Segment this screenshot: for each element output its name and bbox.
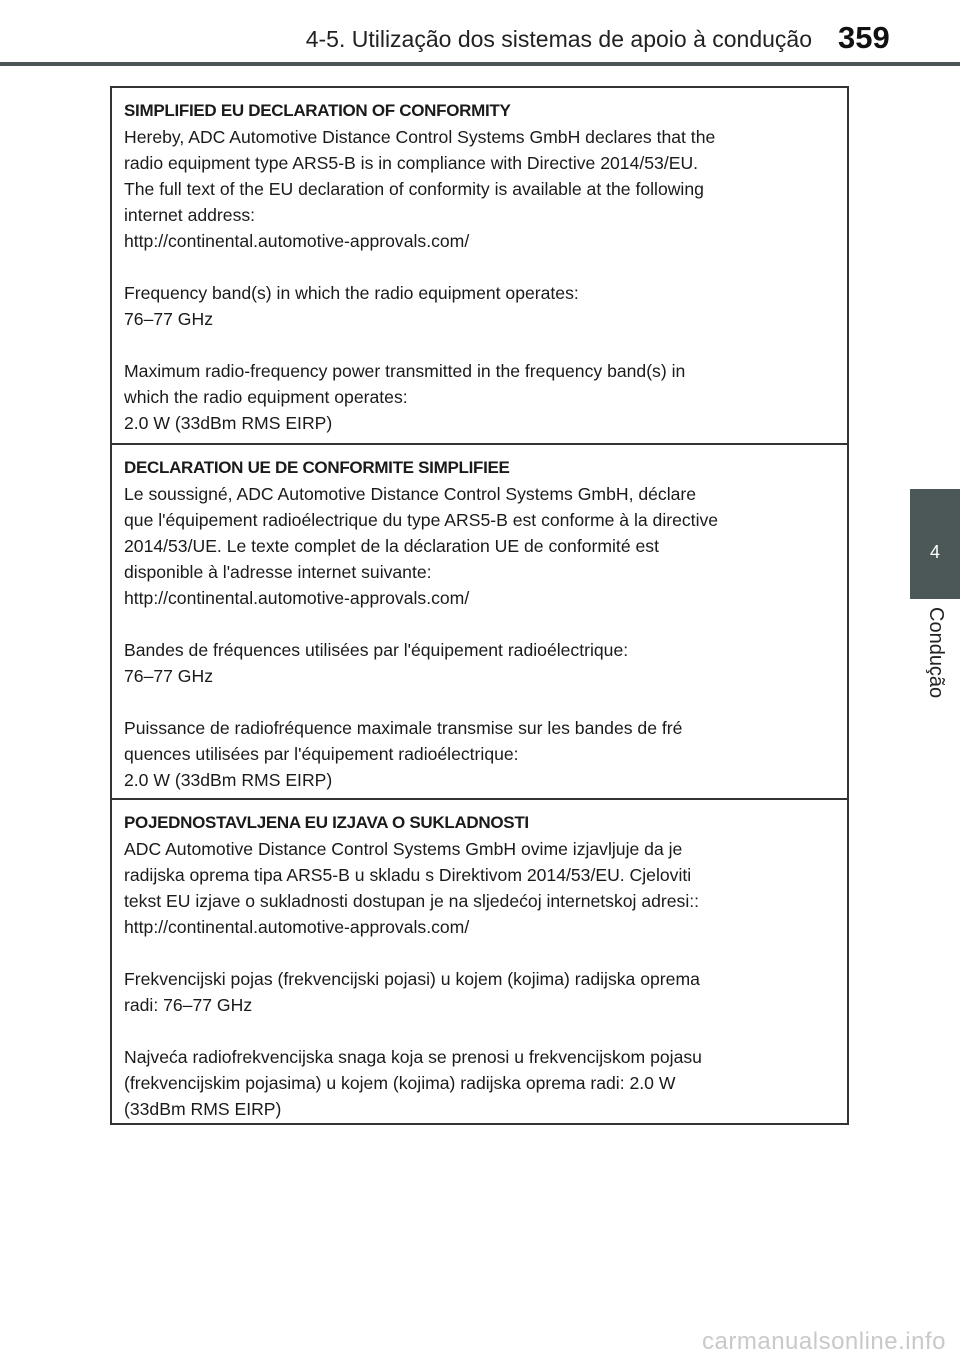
declaration-block-fr (112, 443, 847, 798)
header-rule (0, 62, 960, 66)
declaration-line: Frekvencijski pojas (frekvencijski pojasi) u kojem (kojima) radijska oprema (124, 969, 700, 989)
paragraph-gap (124, 1018, 835, 1044)
frequency-band: 76–77 GHz (124, 309, 213, 329)
paragraph-gap (124, 332, 835, 358)
declaration-line: Puissance de radiofréquence maximale transmise sur les bandes de fré (124, 718, 683, 738)
page-number: 359 (838, 20, 890, 55)
declaration-block-hr (112, 798, 847, 1123)
declaration-heading: POJEDNOSTAVLJENA EU IZJAVA O SUKLADNOSTI (124, 813, 529, 832)
max-power: 2.0 W (33dBm RMS EIRP) (124, 770, 333, 790)
declaration-line: internet address: (124, 205, 256, 225)
declaration-heading: SIMPLIFIED EU DECLARATION OF CONFORMITY (124, 101, 511, 120)
declaration-line: The full text of the EU declaration of conformity is available at the following (124, 179, 704, 199)
declaration-line: que l'équipement radioélectrique du type ARS5-B est conforme à la directive (124, 510, 719, 530)
declaration-line: radijska oprema tipa ARS5-B u skladu s Direktivom 2014/53/EU. Cjeloviti (124, 865, 692, 885)
section-title: 4-5. Utilização dos sistemas de apoio à condução (305, 26, 812, 52)
declaration-line: tekst EU izjave o sukladnosti dostupan je na sljedećoj internetskoj adresi:: (124, 891, 700, 911)
declaration-line: Najveća radiofrekvencijska snaga koja se prenosi u frekvencijskom pojasu (124, 1047, 702, 1067)
paragraph-gap (124, 611, 835, 637)
declaration-line: disponible à l'adresse internet suivante: (124, 562, 432, 582)
paragraph-gap (124, 689, 835, 715)
max-power: (33dBm RMS EIRP) (124, 1099, 282, 1119)
max-power: 2.0 W (33dBm RMS EIRP) (124, 413, 333, 433)
declaration-line: which the radio equipment operates: (124, 387, 408, 407)
declaration-url: http://continental.automotive-approvals.com/ (124, 588, 470, 608)
page-header (0, 0, 960, 66)
declaration-url: http://continental.automotive-approvals.com/ (124, 231, 470, 251)
declaration-line: Hereby, ADC Automotive Distance Control Systems GmbH declares that the (124, 127, 716, 147)
declaration-line: Frequency band(s) in which the radio equipment operates: (124, 283, 579, 303)
watermark: carmanualsonline.info (702, 1328, 946, 1355)
declaration-line: ADC Automotive Distance Control Systems GmbH ovime izjavljuje da je (124, 839, 683, 859)
chapter-label: Condução (925, 607, 947, 699)
chapter-label-wrap (910, 607, 960, 717)
declaration-url: http://continental.automotive-approvals.com/ (124, 917, 470, 937)
paragraph-gap (124, 940, 835, 966)
chapter-number: 4 (929, 542, 940, 562)
declaration-heading: DECLARATION UE DE CONFORMITE SIMPLIFIEE (124, 458, 510, 477)
declaration-line: radio equipment type ARS5-B is in compliance with Directive 2014/53/EU. (124, 153, 699, 173)
declaration-line: Bandes de fréquences utilisées par l'équipement radioélectrique: (124, 640, 629, 660)
declaration-line: quences utilisées par l'équipement radioélectrique: (124, 744, 519, 764)
frequency-band: 76–77 GHz (124, 666, 213, 686)
declaration-line: 2014/53/UE. Le texte complet de la déclaration UE de conformité est (124, 536, 659, 556)
paragraph-gap (124, 254, 835, 280)
declaration-block-en (112, 88, 847, 443)
declaration-line: Le soussigné, ADC Automotive Distance Control Systems GmbH, déclare (124, 484, 697, 504)
declarations-table (110, 86, 849, 1125)
declaration-line: (frekvencijskim pojasima) u kojem (kojima) radijska oprema radi: 2.0 W (124, 1073, 676, 1093)
declaration-line: Maximum radio-frequency power transmitted in the frequency band(s) in (124, 361, 686, 381)
frequency-band: radi: 76–77 GHz (124, 995, 253, 1015)
